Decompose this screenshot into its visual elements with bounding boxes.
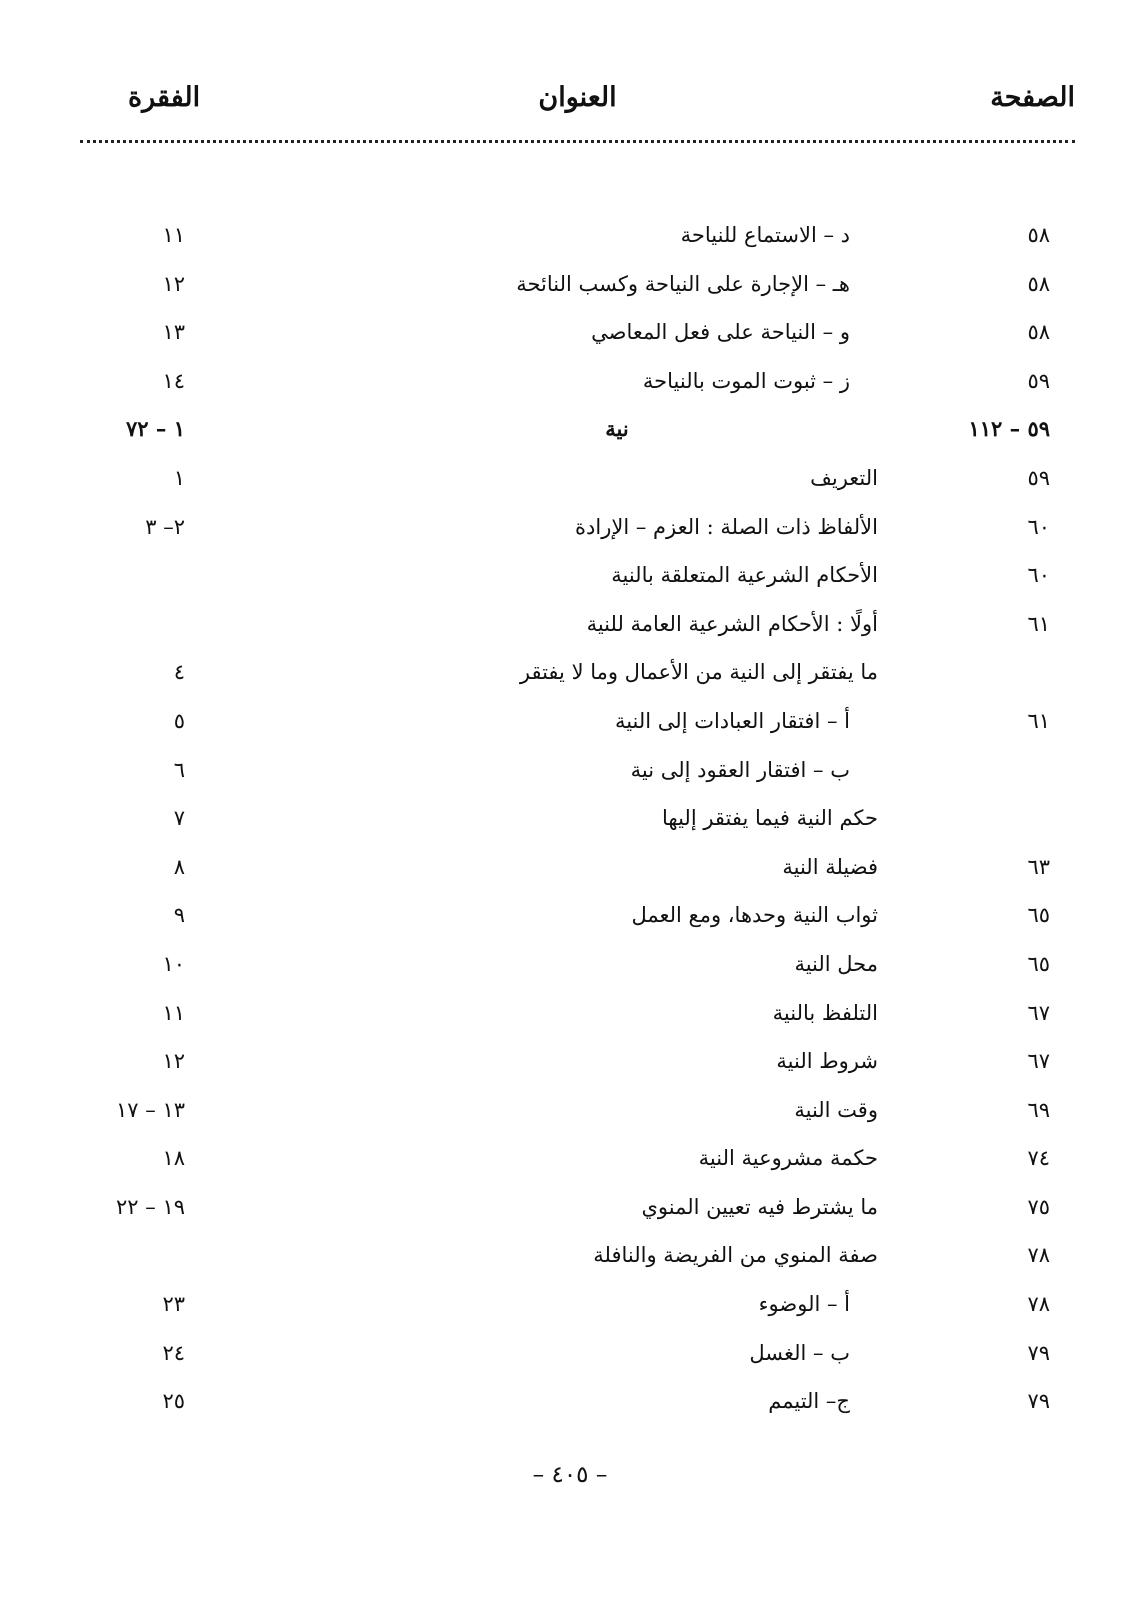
index-row <box>0 261 1140 310</box>
index-rows <box>0 212 1140 1427</box>
row-paragraph: ٢٣ <box>162 1292 185 1317</box>
row-page-number: ٦١ <box>1027 708 1050 733</box>
index-row <box>0 649 1140 698</box>
row-title: ب – افتقار العقود إلى نية <box>630 757 850 782</box>
index-row <box>0 795 1140 844</box>
index-row <box>0 1087 1140 1136</box>
row-title: محل النية <box>794 951 878 976</box>
row-paragraph: ١٨ <box>162 1146 185 1171</box>
row-paragraph: ٢– ٣ <box>145 514 185 539</box>
row-paragraph: ١٢ <box>162 1049 185 1074</box>
row-page-number: ٦٥ <box>1027 903 1050 928</box>
index-row <box>0 698 1140 747</box>
row-paragraph: ٥ <box>173 708 185 733</box>
row-page-number: ٦٧ <box>1027 1049 1050 1074</box>
row-page-number: ٧٤ <box>1027 1146 1050 1171</box>
row-title: الأحكام الشرعية المتعلقة بالنية <box>611 563 878 588</box>
index-row <box>0 358 1140 407</box>
row-title: و – النياحة على فعل المعاصي <box>591 320 850 345</box>
table-header <box>80 82 1075 132</box>
index-row <box>0 1330 1140 1379</box>
row-page-number: ٦٧ <box>1027 1000 1050 1025</box>
row-page-number: ٧٨ <box>1027 1292 1050 1317</box>
row-title: ما يشترط فيه تعيين المنوي <box>641 1194 878 1219</box>
row-title: د – الاستماع للنياحة <box>680 223 850 247</box>
row-page-number: ٧٩ <box>1027 1340 1050 1365</box>
row-paragraph: ٧ <box>173 806 185 831</box>
index-row <box>0 309 1140 358</box>
index-row <box>0 844 1140 893</box>
index-row <box>0 504 1140 553</box>
page-number: – ٤٠٥ – <box>532 1462 608 1488</box>
row-title: التعريف <box>810 465 878 490</box>
row-page-number: ٥٩ <box>1027 465 1050 490</box>
index-row <box>0 1038 1140 1087</box>
index-row <box>0 1232 1140 1281</box>
row-paragraph-range: ١ – ٧٢ <box>126 416 185 442</box>
index-row <box>0 747 1140 796</box>
index-row-section-heading <box>0 406 1140 455</box>
row-title: فضيلة النية <box>782 854 878 879</box>
row-title: ما يفتقر إلى النية من الأعمال وما لا يفتقر <box>519 660 878 685</box>
row-title: ثواب النية وحدها، ومع العمل <box>631 903 878 928</box>
row-paragraph: ٨ <box>173 854 185 879</box>
row-page-number: ٥٨ <box>1027 320 1050 345</box>
row-page-range: ٥٩ – ١١٢ <box>968 416 1050 442</box>
row-title: ج– التيمم <box>768 1389 850 1414</box>
row-page-number: ٥٩ <box>1027 368 1050 393</box>
row-page-number: ٥٨ <box>1027 271 1050 296</box>
index-row <box>0 1184 1140 1233</box>
header-paragraph-column: الفقرة <box>128 82 201 113</box>
row-paragraph: ٢٥ <box>162 1389 185 1414</box>
row-page-number: ٦٣ <box>1027 854 1050 879</box>
row-title: الألفاظ ذات الصلة : العزم – الإرادة <box>575 514 878 539</box>
header-page-column: الصفحة <box>990 82 1075 113</box>
row-title: هـ – الإجارة على النياحة وكسب النائحة <box>516 271 850 296</box>
index-row <box>0 1378 1140 1427</box>
row-paragraph: ٩ <box>173 903 185 928</box>
index-row <box>0 601 1140 650</box>
header-divider <box>80 140 1075 143</box>
row-title: أ – الوضوء <box>758 1292 850 1317</box>
row-title: حكمة مشروعية النية <box>698 1146 878 1171</box>
index-row <box>0 455 1140 504</box>
row-paragraph: ٢٤ <box>162 1340 185 1365</box>
row-paragraph: ١١ <box>162 223 185 247</box>
index-row <box>0 1135 1140 1184</box>
row-paragraph: ١ <box>173 465 185 490</box>
row-page-number: ٦٠ <box>1027 563 1050 588</box>
row-page-number: ٦١ <box>1027 611 1050 636</box>
row-page-number: ٦٥ <box>1027 951 1050 976</box>
row-page-number: ٥٨ <box>1027 223 1050 247</box>
row-paragraph: ١٩ – ٢٢ <box>116 1194 185 1219</box>
row-page-number: ٦٩ <box>1027 1097 1050 1122</box>
row-title: صفة المنوي من الفريضة والنافلة <box>593 1243 878 1268</box>
index-row <box>0 212 1140 261</box>
row-title: وقت النية <box>794 1097 878 1122</box>
row-paragraph: ١٣ <box>162 320 185 345</box>
row-title: شروط النية <box>776 1049 878 1074</box>
row-paragraph: ٤ <box>173 660 185 685</box>
row-paragraph: ١٢ <box>162 271 185 296</box>
row-paragraph: ١٣ – ١٧ <box>116 1097 185 1122</box>
row-title: أ – افتقار العبادات إلى النية <box>614 708 850 733</box>
row-paragraph: ١٤ <box>162 368 185 393</box>
row-page-number: ٧٩ <box>1027 1389 1050 1414</box>
row-title: ب – الغسل <box>749 1340 850 1365</box>
row-title: التلفظ بالنية <box>772 1000 878 1025</box>
row-title: حكم النية فيما يفتقر إليها <box>662 806 878 831</box>
row-paragraph: ٦ <box>173 757 185 782</box>
index-row <box>0 941 1140 990</box>
row-page-number: ٧٨ <box>1027 1243 1050 1268</box>
section-heading: نية <box>605 416 629 442</box>
row-paragraph: ١٠ <box>162 951 185 976</box>
row-page-number: ٦٠ <box>1027 514 1050 539</box>
row-title: ز – ثبوت الموت بالنياحة <box>642 368 850 393</box>
index-row <box>0 552 1140 601</box>
index-row <box>0 1281 1140 1330</box>
header-title-column: العنوان <box>538 82 617 113</box>
row-title: أولًا : الأحكام الشرعية العامة للنية <box>586 611 878 636</box>
row-page-number: ٧٥ <box>1027 1194 1050 1219</box>
index-row <box>0 892 1140 941</box>
row-paragraph: ١١ <box>162 1000 185 1025</box>
index-row <box>0 990 1140 1039</box>
